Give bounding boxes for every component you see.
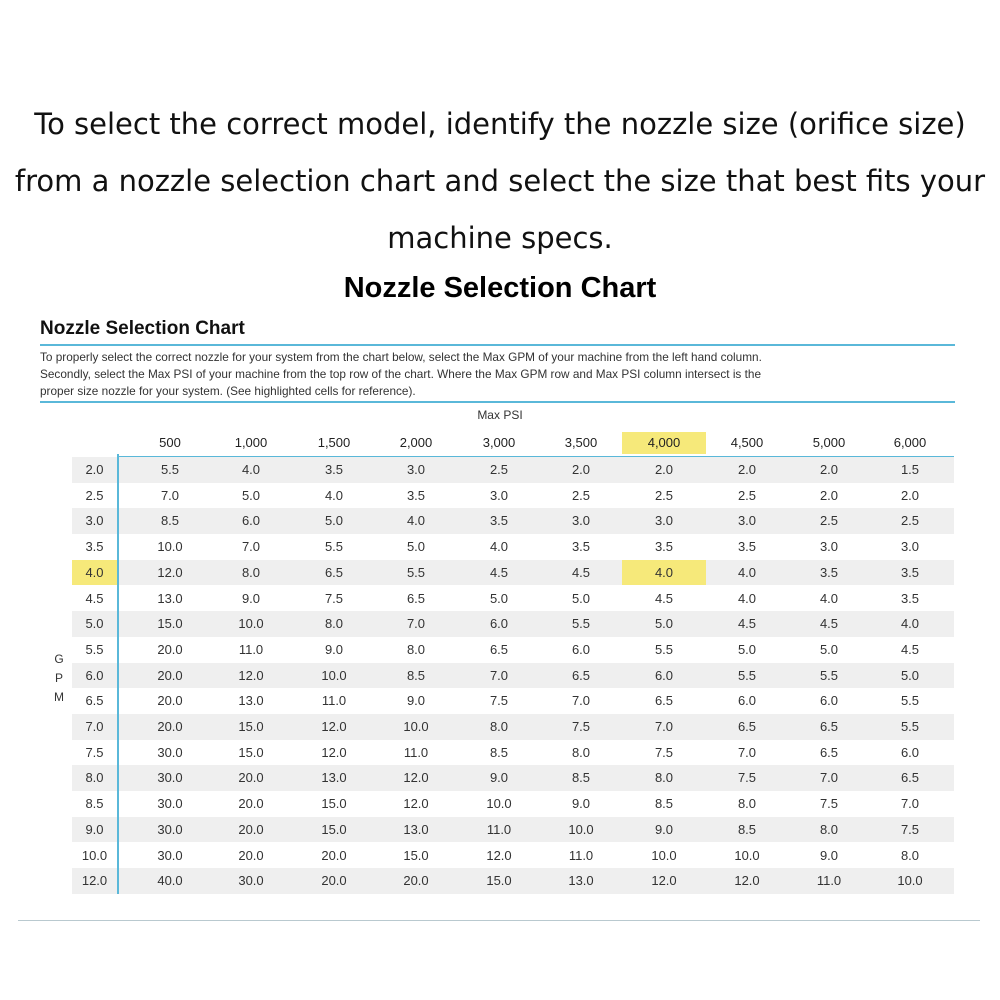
nozzle-size-cell: 10.0	[157, 539, 183, 555]
chart-title: Nozzle Selection Chart	[40, 318, 245, 339]
description-rule	[40, 401, 955, 403]
nozzle-size-cell: 2.5	[489, 462, 509, 477]
gpm-row-header: 10.0	[81, 847, 108, 863]
nozzle-size-cell: 5.0	[489, 590, 509, 606]
nozzle-size-cell: 5.5	[654, 641, 674, 657]
gpm-row-header: 3.0	[85, 513, 104, 529]
nozzle-size-cell: 3.5	[900, 590, 920, 606]
nozzle-size-cell: 3.5	[737, 539, 757, 555]
intro-line: machine specs.	[387, 221, 613, 255]
nozzle-size-cell: 9.0	[241, 590, 261, 606]
nozzle-size-cell: 2.5	[900, 513, 920, 529]
table-row	[72, 586, 954, 612]
nozzle-size-cell: 11.0	[486, 821, 512, 837]
nozzle-size-cell: 5.0	[406, 539, 426, 555]
nozzle-size-cell: 7.0	[900, 796, 920, 812]
nozzle-size-cell: 7.0	[160, 487, 180, 503]
gpm-row-header: 6.0	[85, 667, 104, 683]
psi-column-header: 1,500	[317, 435, 351, 450]
psi-column-header: 6,000	[893, 435, 927, 450]
gpm-row-header: 7.0	[85, 719, 104, 734]
nozzle-size-cell: 4.5	[654, 590, 674, 606]
nozzle-size-cell: 6.5	[324, 564, 344, 580]
nozzle-size-cell: 7.5	[489, 693, 509, 709]
intro-line: To select the correct model, identify the nozzle size (orifice size)	[34, 107, 966, 141]
table-row	[72, 663, 954, 689]
nozzle-size-cell: 7.5	[571, 719, 591, 734]
nozzle-size-cell: 2.5	[654, 487, 674, 503]
gpm-axis-letter: G	[54, 652, 64, 666]
nozzle-size-cell: 13.0	[568, 873, 594, 889]
table-row	[72, 508, 954, 534]
nozzle-size-cell: 9.0	[819, 847, 839, 863]
nozzle-size-cell: 2.0	[654, 462, 674, 477]
nozzle-size-cell: 11.0	[238, 641, 264, 657]
main-title: Nozzle Selection Chart	[343, 272, 657, 304]
nozzle-size-cell: 3.0	[737, 513, 757, 529]
nozzle-size-cell: 3.5	[900, 564, 920, 580]
nozzle-size-cell: 7.5	[900, 821, 920, 837]
psi-column-header: 500	[159, 435, 181, 450]
nozzle-size-cell: 12.0	[403, 770, 429, 786]
nozzle-size-cell: 30.0	[238, 873, 264, 889]
table-row	[72, 868, 954, 894]
psi-column-header: 3,000	[482, 435, 516, 450]
nozzle-size-cell: 4.5	[900, 641, 920, 657]
gpm-row-header: 12.0	[81, 873, 108, 889]
gpm-row-header: 3.5	[85, 539, 104, 555]
table-row	[72, 637, 954, 663]
table-row	[72, 483, 954, 509]
nozzle-size-cell: 8.0	[571, 744, 591, 760]
gpm-row-header: 9.0	[85, 821, 104, 837]
nozzle-size-cell: 10.0	[238, 616, 264, 632]
nozzle-size-cell: 7.0	[241, 539, 261, 555]
nozzle-size-cell: 7.5	[654, 744, 674, 760]
table-row	[72, 560, 954, 586]
nozzle-size-cell: 20.0	[238, 796, 264, 812]
nozzle-size-cell: 8.0	[324, 616, 344, 632]
psi-column-header: 5,000	[812, 435, 846, 450]
nozzle-size-cell: 6.0	[489, 616, 509, 632]
nozzle-size-cell: 3.5	[819, 564, 839, 580]
psi-column-header: 2,000	[399, 435, 433, 450]
psi-column-header: 3,500	[564, 435, 598, 450]
nozzle-size-cell: 2.0	[819, 487, 839, 503]
nozzle-size-cell: 4.5	[737, 616, 757, 632]
nozzle-size-cell: 10.0	[734, 847, 760, 863]
nozzle-size-cell: 6.5	[900, 770, 920, 786]
gpm-row-header: 4.0	[72, 560, 117, 586]
nozzle-size-cell: 9.0	[571, 796, 591, 812]
bottom-divider	[18, 920, 980, 921]
nozzle-size-cell: 11.0	[816, 873, 842, 889]
gpm-row-header: 4.5	[85, 590, 104, 606]
gpm-axis-letter: M	[54, 690, 64, 704]
nozzle-size-cell: 12.0	[238, 667, 264, 683]
row-header-rule	[117, 454, 119, 894]
nozzle-size-cell: 5.5	[324, 539, 344, 555]
nozzle-size-cell: 5.0	[571, 590, 591, 606]
nozzle-size-cell: 3.0	[489, 487, 509, 503]
nozzle-size-cell: 7.0	[489, 667, 509, 683]
nozzle-size-cell: 6.5	[819, 744, 839, 760]
nozzle-size-cell: 6.0	[737, 693, 757, 709]
nozzle-size-cell: 12.0	[321, 719, 347, 734]
nozzle-size-cell: 2.0	[900, 487, 920, 503]
nozzle-size-cell: 30.0	[157, 847, 183, 863]
nozzle-size-cell: 10.0	[568, 821, 594, 837]
nozzle-size-cell: 4.0	[819, 590, 839, 606]
nozzle-size-cell: 2.0	[571, 462, 591, 477]
table-row	[72, 843, 954, 869]
title-rule	[40, 344, 955, 346]
nozzle-size-cell: 5.0	[324, 513, 344, 529]
gpm-row-header: 5.5	[85, 641, 104, 657]
nozzle-size-cell: 7.0	[571, 693, 591, 709]
nozzle-size-cell: 15.0	[321, 821, 347, 837]
nozzle-size-cell: 30.0	[157, 821, 183, 837]
nozzle-size-cell: 2.5	[819, 513, 839, 529]
nozzle-size-cell: 7.0	[737, 744, 757, 760]
nozzle-size-cell: 8.5	[654, 796, 674, 812]
nozzle-size-cell: 10.0	[486, 796, 512, 812]
nozzle-size-cell: 8.0	[489, 719, 509, 734]
nozzle-size-cell: 20.0	[238, 770, 264, 786]
nozzle-size-cell: 20.0	[157, 667, 183, 683]
nozzle-size-cell: 8.0	[654, 770, 674, 786]
nozzle-size-cell: 11.0	[568, 847, 594, 863]
psi-column-header: 4,500	[730, 435, 764, 450]
nozzle-size-cell: 12.0	[403, 796, 429, 812]
nozzle-size-cell: 5.5	[571, 616, 591, 632]
nozzle-size-cell: 1.5	[900, 462, 920, 477]
table-row	[72, 817, 954, 843]
nozzle-size-cell: 5.5	[900, 719, 920, 734]
nozzle-size-cell: 5.5	[737, 667, 757, 683]
nozzle-size-cell: 10.0	[897, 873, 923, 889]
intro-line: from a nozzle selection chart and select the size that best fits your	[14, 164, 986, 198]
nozzle-size-cell: 6.5	[737, 719, 757, 734]
nozzle-size-cell: 6.0	[900, 744, 920, 760]
nozzle-size-cell: 30.0	[157, 744, 183, 760]
gpm-row-header: 2.5	[85, 487, 104, 503]
nozzle-size-cell: 5.5	[819, 667, 839, 683]
nozzle-size-cell: 11.0	[403, 744, 429, 760]
nozzle-size-cell: 13.0	[403, 821, 429, 837]
nozzle-size-cell: 8.5	[737, 821, 757, 837]
nozzle-size-cell: 2.0	[737, 462, 757, 477]
gpm-row-header: 8.5	[85, 796, 104, 812]
nozzle-size-cell: 8.5	[406, 667, 426, 683]
nozzle-size-cell: 11.0	[321, 693, 347, 709]
nozzle-size-cell: 3.5	[571, 539, 591, 555]
nozzle-size-cell: 12.0	[734, 873, 760, 889]
psi-column-header: 1,000	[234, 435, 268, 450]
nozzle-size-cell: 8.0	[737, 796, 757, 812]
gpm-axis-letter: P	[54, 671, 63, 685]
nozzle-size-cell: 3.5	[489, 513, 509, 529]
nozzle-size-cell: 5.0	[819, 641, 839, 657]
nozzle-size-cell: 5.5	[406, 564, 426, 580]
nozzle-size-cell: 2.5	[571, 487, 591, 503]
nozzle-size-cell: 9.0	[406, 693, 426, 709]
nozzle-size-cell: 20.0	[157, 641, 183, 657]
nozzle-size-cell: 7.5	[324, 590, 344, 606]
nozzle-size-cell: 20.0	[321, 873, 347, 889]
nozzle-size-cell: 20.0	[238, 847, 264, 863]
table-row	[72, 688, 954, 714]
nozzle-size-cell: 12.0	[486, 847, 512, 863]
nozzle-size-cell: 4.5	[819, 616, 839, 632]
nozzle-size-cell: 15.0	[238, 719, 264, 734]
nozzle-size-cell: 5.0	[737, 641, 757, 657]
max-psi-label: Max PSI	[477, 408, 523, 422]
nozzle-size-cell: 10.0	[403, 719, 429, 734]
nozzle-size-cell: 7.5	[819, 796, 839, 812]
nozzle-size-cell: 13.0	[238, 693, 264, 709]
nozzle-size-cell: 8.0	[406, 641, 426, 657]
nozzle-size-cell: 2.0	[819, 462, 839, 477]
nozzle-size-cell: 4.0	[324, 487, 344, 503]
nozzle-size-cell: 15.0	[157, 616, 183, 632]
table-row	[72, 534, 954, 560]
gpm-axis-label	[52, 650, 66, 707]
nozzle-size-cell: 6.5	[819, 719, 839, 734]
nozzle-size-cell: 10.0	[651, 847, 677, 863]
nozzle-size-cell: 3.5	[654, 539, 674, 555]
gpm-row-header: 8.0	[85, 770, 104, 786]
nozzle-size-cell: 30.0	[157, 796, 183, 812]
nozzle-size-cell: 3.0	[819, 539, 839, 555]
nozzle-size-cell: 4.5	[571, 564, 591, 580]
description-line: Secondly, select the Max PSI of your machine from the top row of the chart. Where the Max GPM row and Max PSI column intersect is the	[40, 367, 762, 381]
nozzle-size-cell: 20.0	[157, 719, 183, 734]
gpm-row-header: 5.0	[85, 616, 104, 632]
nozzle-size-cell: 4.0	[622, 560, 706, 586]
nozzle-size-cell: 5.5	[900, 693, 920, 709]
description-line: To properly select the correct nozzle for your system from the chart below, select the Max GPM of your machine from the left hand column.	[40, 350, 762, 364]
nozzle-size-cell: 6.0	[819, 693, 839, 709]
nozzle-size-cell: 7.0	[819, 770, 839, 786]
nozzle-size-cell: 6.0	[571, 641, 591, 657]
nozzle-size-cell: 9.0	[324, 641, 344, 657]
nozzle-size-cell: 15.0	[403, 847, 429, 863]
nozzle-size-cell: 4.0	[241, 462, 261, 477]
nozzle-size-cell: 6.5	[571, 667, 591, 683]
description-line: proper size nozzle for your system. (See highlighted cells for reference).	[40, 384, 416, 398]
nozzle-size-cell: 40.0	[157, 873, 183, 889]
nozzle-size-cell: 12.0	[321, 744, 347, 760]
nozzle-size-cell: 4.5	[489, 564, 509, 580]
nozzle-size-cell: 20.0	[157, 693, 183, 709]
nozzle-size-cell: 15.0	[486, 873, 512, 889]
nozzle-size-cell: 3.0	[900, 539, 920, 555]
nozzle-size-cell: 20.0	[403, 873, 429, 889]
chart-description	[40, 349, 955, 400]
table-row	[72, 611, 954, 637]
nozzle-size-cell: 5.0	[900, 667, 920, 683]
nozzle-size-cell: 3.0	[654, 513, 674, 529]
nozzle-size-cell: 4.0	[406, 513, 426, 529]
nozzle-size-cell: 6.5	[654, 693, 674, 709]
gpm-row-header: 2.0	[85, 462, 104, 477]
nozzle-size-cell: 7.0	[406, 616, 426, 632]
table-row	[72, 740, 954, 766]
nozzle-size-cell: 7.5	[737, 770, 757, 786]
nozzle-size-cell: 9.0	[654, 821, 674, 837]
nozzle-size-cell: 6.5	[489, 641, 509, 657]
nozzle-size-cell: 4.0	[900, 616, 920, 632]
table-row	[72, 714, 954, 740]
nozzle-size-cell: 12.0	[157, 564, 183, 580]
nozzle-size-cell: 6.0	[654, 667, 674, 683]
nozzle-size-cell: 30.0	[157, 770, 183, 786]
intro-text	[0, 96, 1000, 267]
nozzle-size-cell: 13.0	[157, 590, 183, 606]
table-row	[72, 457, 954, 483]
nozzle-size-cell: 4.0	[737, 590, 757, 606]
nozzle-size-cell: 3.0	[571, 513, 591, 529]
gpm-row-header: 7.5	[85, 744, 104, 760]
nozzle-size-cell: 3.0	[406, 462, 426, 477]
nozzle-size-cell: 9.0	[489, 770, 509, 786]
nozzle-size-cell: 7.0	[654, 719, 674, 734]
table-row	[72, 791, 954, 817]
nozzle-size-cell: 5.0	[241, 487, 261, 503]
nozzle-size-cell: 3.5	[324, 462, 344, 477]
nozzle-size-cell: 8.5	[160, 513, 180, 529]
nozzle-size-cell: 8.5	[489, 744, 509, 760]
psi-column-header: 4,000	[622, 432, 706, 454]
table-row	[72, 765, 954, 791]
nozzle-size-cell: 8.0	[241, 564, 261, 580]
nozzle-size-cell: 20.0	[321, 847, 347, 863]
nozzle-size-cell: 3.5	[406, 487, 426, 503]
nozzle-size-cell: 13.0	[321, 770, 347, 786]
nozzle-size-cell: 5.0	[654, 616, 674, 632]
nozzle-size-cell: 8.0	[900, 847, 920, 863]
nozzle-size-cell: 20.0	[238, 821, 264, 837]
gpm-row-header: 6.5	[85, 693, 104, 709]
nozzle-size-cell: 6.5	[406, 590, 426, 606]
nozzle-size-cell: 2.5	[737, 487, 757, 503]
nozzle-size-cell: 8.5	[571, 770, 591, 786]
nozzle-size-cell: 4.0	[737, 564, 757, 580]
nozzle-size-cell: 12.0	[651, 873, 677, 889]
nozzle-size-cell: 4.0	[489, 539, 509, 555]
nozzle-size-cell: 8.0	[819, 821, 839, 837]
nozzle-size-cell: 10.0	[321, 667, 347, 683]
nozzle-size-cell: 5.5	[160, 462, 180, 477]
nozzle-size-cell: 15.0	[321, 796, 347, 812]
nozzle-size-cell: 6.0	[241, 513, 261, 529]
nozzle-size-cell: 15.0	[238, 744, 264, 760]
